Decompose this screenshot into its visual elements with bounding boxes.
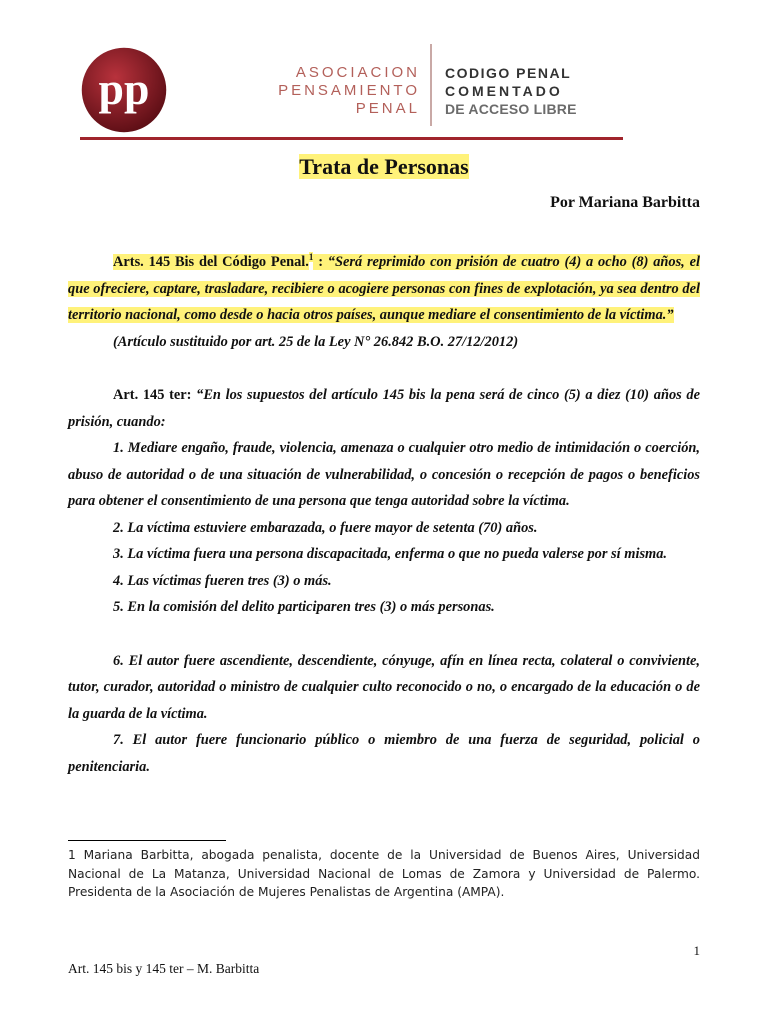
list-item: 6. El autor fuere ascendiente, descendiente, cónyuge, afín en línea recta, colateral o conviviente, tutor, curador, autoridad o ministro de cualquier culto reconocido o no, o encargado de la educación o de la guarda de la víctima. <box>68 652 700 722</box>
header-rule <box>80 137 623 140</box>
document-body <box>68 249 700 780</box>
footnote-reference: 1 <box>308 252 314 263</box>
header-divider <box>430 44 432 126</box>
list-item: 5. En la comisión del delito participaren tres (3) o más personas. <box>113 599 495 615</box>
association-name: ASOCIACION PENSAMIENTO PENAL <box>278 64 420 117</box>
page-number: 1 <box>693 943 700 958</box>
page-title: Trata de Personas <box>299 154 469 179</box>
svg-text:pp: pp <box>98 63 150 115</box>
publication-name: CODIGO PENAL COMENTADO DE ACCESO LIBRE <box>445 65 577 117</box>
document-header <box>80 42 625 142</box>
author-line: Por Mariana Barbitta <box>550 194 700 211</box>
page-footer: Art. 145 bis y 145 ter – M. Barbitta <box>68 961 260 976</box>
article-145-bis: Arts. 145 Bis del Código Penal.$^1$ : “Será reprimido con prisión de cuatro (4) a ocho (8) años, el que ofreciere, captare, trasladare, recibiere o acogiere personas con fines de explotación, ya sea dentro del territorio nacional, como desde o hacia otros países, aunque mediare el consentimiento de la víctima.” <box>68 252 700 323</box>
footnote: 1 Mariana Barbitta, abogada penalista, docente de la Universidad de Buenos Aires, Universidad Nacional de La Matanza, Universidad Nacional de Lomas de Zamora y Universidad de Palermo. Presidenta de la Asociación de Mujeres Penalistas de Argentina (AMPA). <box>68 848 700 899</box>
list-item: 1. Mediare engaño, fraude, violencia, amenaza o cualquier otro medio de intimidación o coerción, abuso de autoridad o de una situación de vulnerabilidad, o concesión o recepción de pagos o beneficios para obtener el consentimiento de una persona que tenga autoridad sobre la víctima. <box>68 440 700 509</box>
app-logo-icon <box>80 46 168 134</box>
article-note: (Artículo sustituido por art. 25 de la Ley N° 26.842 B.O. 27/12/2012) <box>113 333 519 350</box>
list-item: 3. La víctima fuera una persona discapacitada, enferma o que no pueda valerse por sí misma. <box>113 546 668 562</box>
list-item: 2. La víctima estuviere embarazada, o fuere mayor de setenta (70) años. <box>113 519 538 536</box>
list-item: 7. El autor fuere funcionario público o miembro de una fuerza de seguridad, policial o penitenciaria. <box>68 732 700 775</box>
list-item: 4. Las víctimas fueren tres (3) o más. <box>113 572 332 589</box>
footnote-separator <box>68 840 226 841</box>
article-145-ter: Art. 145 ter: “En los supuestos del artículo 145 bis la pena será de cinco (5) a diez (10) años de prisión, cuando: <box>68 387 700 430</box>
